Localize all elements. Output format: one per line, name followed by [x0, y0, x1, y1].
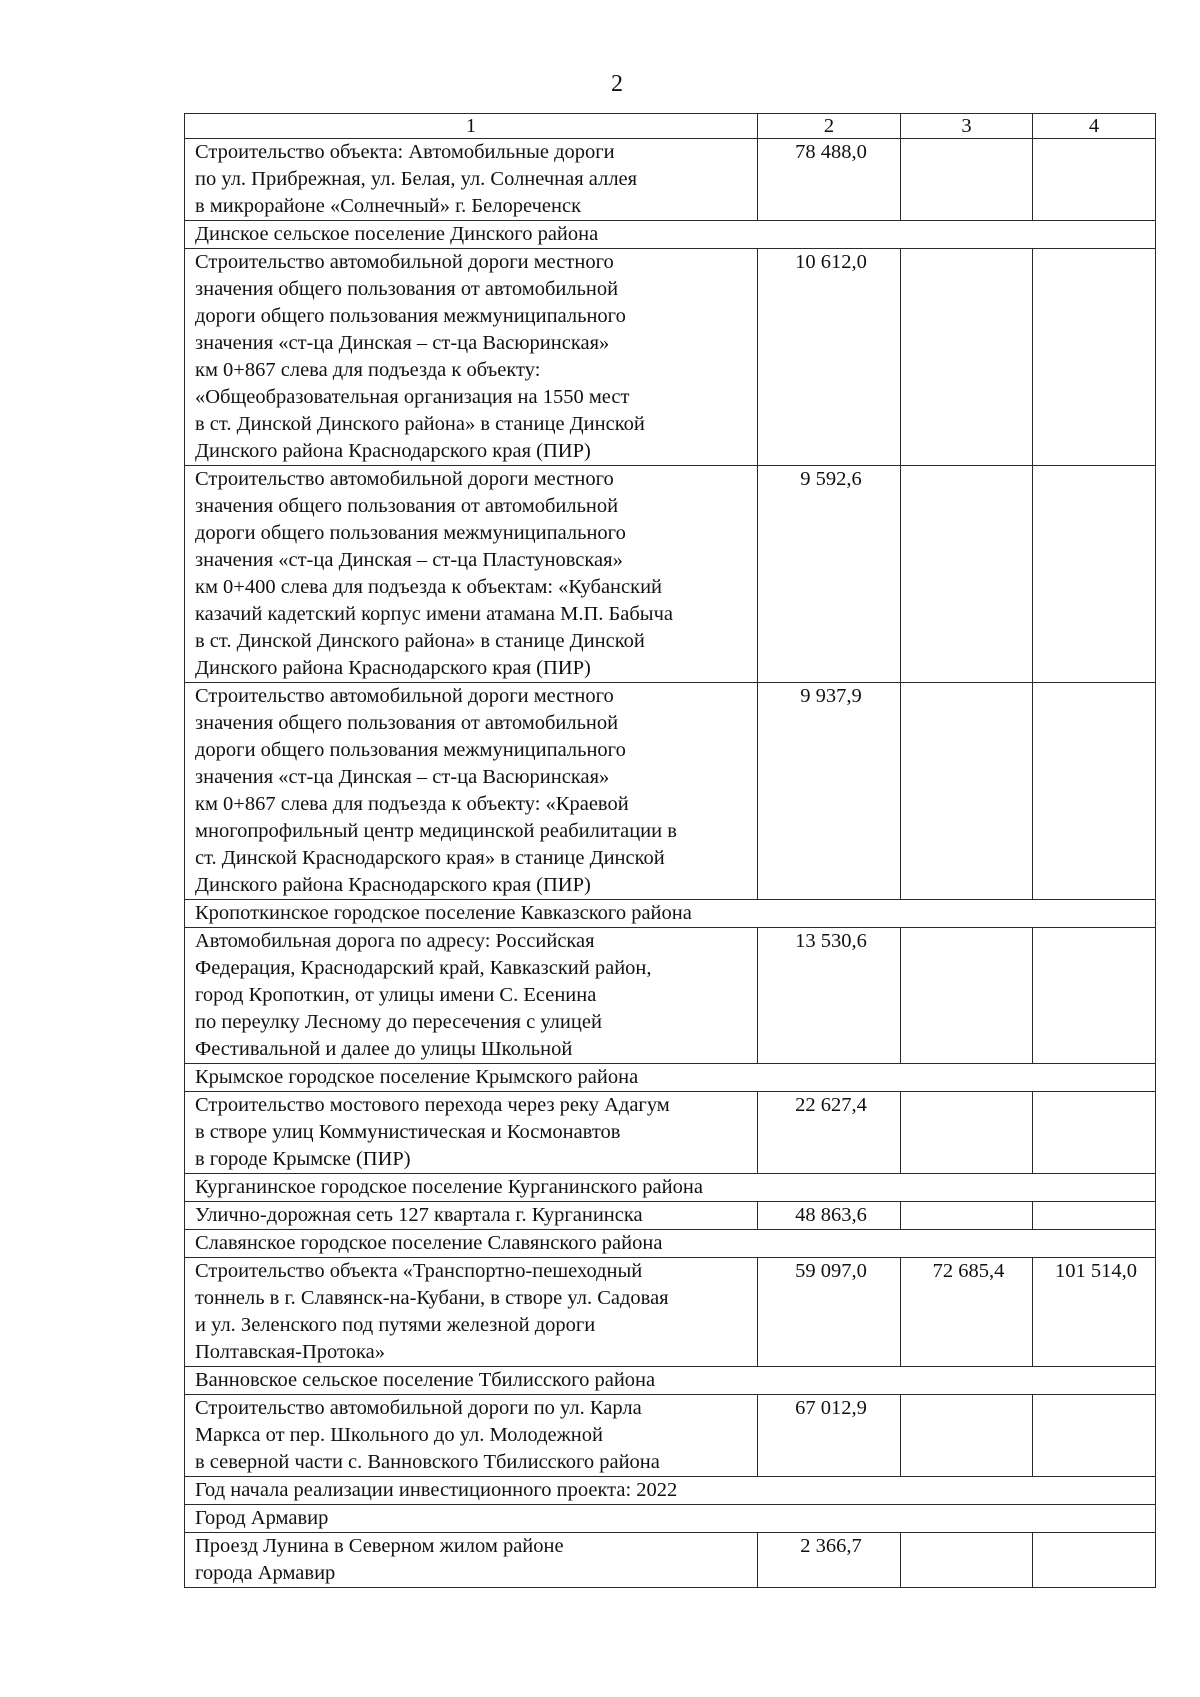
- section-title: Город Армавир: [185, 1505, 1156, 1533]
- project-name-cell: Автомобильная дорога по адресу: Российская Федерация, Краснодарский край, Кавказский район, город Кропоткин, от улицы имени С. Есенина по переулку Лесному до пересечения с улицей Фестивальной и далее до улицы Школьной: [185, 928, 758, 1064]
- table-row: [185, 1092, 1156, 1174]
- section-title: Крымское городское поселение Крымского района: [185, 1064, 1156, 1092]
- amount-col3-cell: [901, 928, 1033, 1064]
- table-row: [185, 1533, 1156, 1588]
- section-title: Кропоткинское городское поселение Кавказского района: [185, 900, 1156, 928]
- amount-col4-cell: [1033, 928, 1156, 1064]
- project-name-cell: Строительство автомобильной дороги местного значения общего пользования от автомобильной дороги общего пользования межмуниципального значения «ст-ца Динская – ст-ца Васюринская» км 0+867 слева для подъезда к объекту: «Краевой многопрофильный центр медицинской реабилитации в ст. Динской Краснодарского края» в станице Динской Динского района Краснодарского края (ПИР): [185, 683, 758, 900]
- section-row: [185, 221, 1156, 249]
- section-title: Динское сельское поселение Динского района: [185, 221, 1156, 249]
- amount-col2-cell: 48 863,6: [758, 1202, 901, 1230]
- amount-col4-cell: [1033, 1395, 1156, 1477]
- amount-col2-cell: 13 530,6: [758, 928, 901, 1064]
- amount-col3-cell: [901, 466, 1033, 683]
- section-title: Курганинское городское поселение Курганинского района: [185, 1174, 1156, 1202]
- amount-col4-cell: 101 514,0: [1033, 1258, 1156, 1367]
- amount-col2-cell: 67 012,9: [758, 1395, 901, 1477]
- budget-table: [184, 113, 1156, 1588]
- project-name-cell: Улично-дорожная сеть 127 квартала г. Курганинска: [185, 1202, 758, 1230]
- table-header-row: [185, 114, 1156, 139]
- column-header-2: 2: [758, 114, 901, 139]
- amount-col2-cell: 9 592,6: [758, 466, 901, 683]
- table-row: [185, 928, 1156, 1064]
- project-name-cell: Строительство объекта: Автомобильные дороги по ул. Прибрежная, ул. Белая, ул. Солнечная аллея в микрорайоне «Солнечный» г. Белореченск: [185, 139, 758, 221]
- column-header-1: 1: [185, 114, 758, 139]
- table-body: [185, 139, 1156, 1588]
- project-name-cell: Проезд Лунина в Северном жилом районе города Армавир: [185, 1533, 758, 1588]
- table-row: [185, 466, 1156, 683]
- amount-col3-cell: [901, 1092, 1033, 1174]
- column-header-4: 4: [1033, 114, 1156, 139]
- section-row: [185, 1367, 1156, 1395]
- amount-col3-cell: [901, 1202, 1033, 1230]
- section-row: [185, 1477, 1156, 1505]
- table-row: [185, 249, 1156, 466]
- project-name-cell: Строительство объекта «Транспортно-пешеходный тоннель в г. Славянск-на-Кубани, в створе ул. Садовая и ул. Зеленского под путями железной дороги Полтавская-Протока»: [185, 1258, 758, 1367]
- section-title: Славянское городское поселение Славянского района: [185, 1230, 1156, 1258]
- amount-col3-cell: [901, 249, 1033, 466]
- project-name-cell: Строительство автомобильной дороги местного значения общего пользования от автомобильной дороги общего пользования межмуниципального значения «ст-ца Динская – ст-ца Васюринская» км 0+867 слева для подъезда к объекту: «Общеобразовательная организация на 1550 мест в ст. Динской Динского района» в станице Динской Динского района Краснодарского края (ПИР): [185, 249, 758, 466]
- section-title: Ванновское сельское поселение Тбилисского района: [185, 1367, 1156, 1395]
- table-row: [185, 683, 1156, 900]
- section-row: [185, 900, 1156, 928]
- project-name-cell: Строительство автомобильной дороги по ул. Карла Маркса от пер. Школьного до ул. Молодежной в северной части с. Ванновского Тбилисского района: [185, 1395, 758, 1477]
- section-row: [185, 1064, 1156, 1092]
- table-row: [185, 1395, 1156, 1477]
- section-row: [185, 1230, 1156, 1258]
- table-row: [185, 139, 1156, 221]
- amount-col4-cell: [1033, 249, 1156, 466]
- amount-col2-cell: 59 097,0: [758, 1258, 901, 1367]
- amount-col3-cell: [901, 683, 1033, 900]
- amount-col4-cell: [1033, 1533, 1156, 1588]
- section-row: [185, 1505, 1156, 1533]
- amount-col4-cell: [1033, 1092, 1156, 1174]
- project-name-cell: Строительство автомобильной дороги местного значения общего пользования от автомобильной дороги общего пользования межмуниципального значения «ст-ца Динская – ст-ца Пластуновская» км 0+400 слева для подъезда к объектам: «Кубанский казачий кадетский корпус имени атамана М.П. Бабыча в ст. Динской Динского района» в станице Динской Динского района Краснодарского края (ПИР): [185, 466, 758, 683]
- amount-col3-cell: [901, 1533, 1033, 1588]
- amount-col2-cell: 78 488,0: [758, 139, 901, 221]
- amount-col3-cell: [901, 139, 1033, 221]
- table-row: [185, 1258, 1156, 1367]
- amount-col2-cell: 9 937,9: [758, 683, 901, 900]
- amount-col3-cell: [901, 1395, 1033, 1477]
- column-header-3: 3: [901, 114, 1033, 139]
- page-number: 2: [611, 71, 623, 97]
- project-name-cell: Строительство мостового перехода через реку Адагум в створе улиц Коммунистическая и Космонавтов в городе Крымске (ПИР): [185, 1092, 758, 1174]
- amount-col4-cell: [1033, 139, 1156, 221]
- amount-col2-cell: 2 366,7: [758, 1533, 901, 1588]
- section-title: Год начала реализации инвестиционного проекта: 2022: [185, 1477, 1156, 1505]
- amount-col2-cell: 22 627,4: [758, 1092, 901, 1174]
- amount-col4-cell: [1033, 466, 1156, 683]
- section-row: [185, 1174, 1156, 1202]
- amount-col4-cell: [1033, 683, 1156, 900]
- amount-col2-cell: 10 612,0: [758, 249, 901, 466]
- amount-col3-cell: 72 685,4: [901, 1258, 1033, 1367]
- table-row: [185, 1202, 1156, 1230]
- amount-col4-cell: [1033, 1202, 1156, 1230]
